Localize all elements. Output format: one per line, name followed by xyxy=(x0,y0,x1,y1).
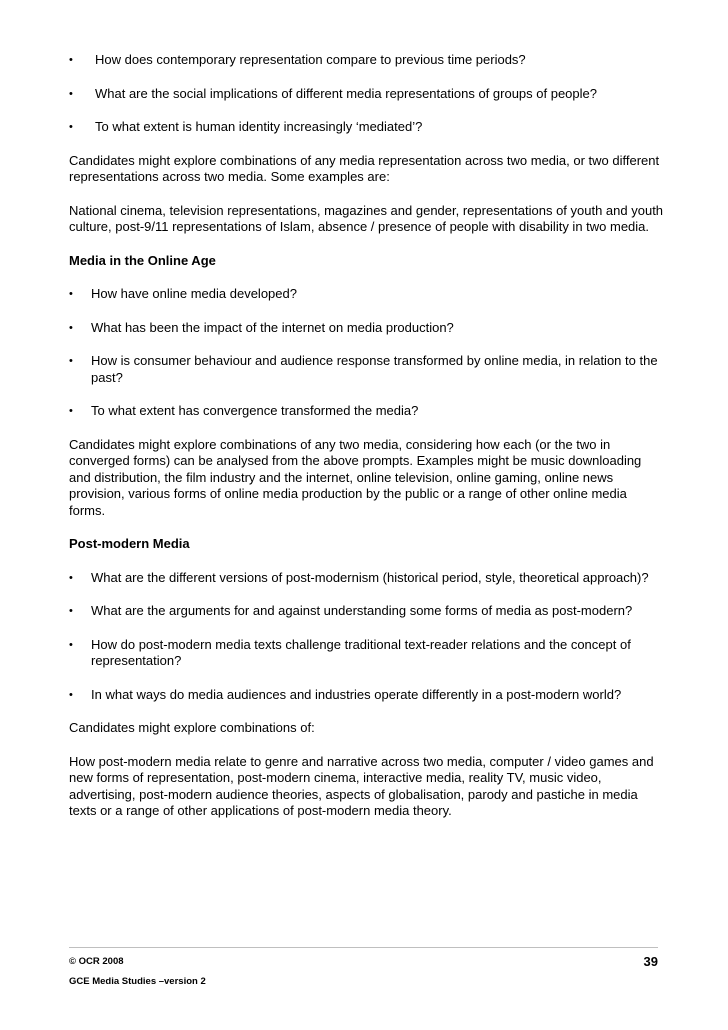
bullet-glyph: • xyxy=(69,638,73,651)
section-heading: Post-modern Media xyxy=(69,536,190,551)
list-item xyxy=(69,52,665,69)
list-item xyxy=(69,320,665,337)
bullet-text: How does contemporary representation compare to previous time periods? xyxy=(95,52,526,67)
list-item xyxy=(69,603,665,620)
bullet-text: How have online media developed? xyxy=(91,286,297,301)
bullet-text: What are the arguments for and against understanding some forms of media as post-modern? xyxy=(91,603,633,618)
list-item xyxy=(69,637,665,670)
bullet-text: What has been the impact of the internet on media production? xyxy=(91,319,454,335)
list-item xyxy=(69,570,665,587)
list-item xyxy=(69,119,665,136)
bullet-glyph: • xyxy=(69,321,73,334)
footer-copyright: © OCR 2008 xyxy=(69,956,124,967)
bullet-text: In what ways do media audiences and industries operate differently in a post-modern world? xyxy=(91,686,622,702)
bullet-text: How do post-modern media texts challenge traditional text-reader relations and the concept of representation? xyxy=(91,636,631,668)
page-content xyxy=(69,52,665,837)
paragraph: National cinema, television representations, magazines and gender, representations of youth and youth culture, post-9/11 representations of Islam, absence / presence of people with disability in two media. xyxy=(69,202,664,234)
list-item xyxy=(69,403,665,420)
paragraph: Candidates might explore combinations of: xyxy=(69,720,315,735)
bullet-glyph: • xyxy=(69,688,73,701)
bullet-glyph: • xyxy=(69,54,73,66)
page-footer xyxy=(69,947,658,987)
page-number: 39 xyxy=(643,954,658,969)
bullet-glyph: • xyxy=(69,288,73,300)
list-item xyxy=(69,286,665,303)
bullet-text: To what extent has convergence transformed the media? xyxy=(91,403,419,418)
footer-doc-title: GCE Media Studies –version 2 xyxy=(69,976,206,987)
list-item xyxy=(69,687,665,704)
bullet-glyph: • xyxy=(69,355,73,367)
bullet-text: What are the social implications of different media representations of groups of people? xyxy=(95,85,597,101)
bullet-text: How is consumer behaviour and audience response transformed by online media, in relation to the past? xyxy=(91,353,658,385)
bullet-glyph: • xyxy=(69,605,73,617)
bullet-glyph: • xyxy=(69,405,73,417)
paragraph: Candidates might explore combinations of any two media, considering how each (or the two in converged forms) can be analysed from the above prompts. Examples might be music downloading and distribution, the film industry and the internet, online television, online gaming, online news provision, various forms of online media production by the public or a range of other online media forms. xyxy=(69,436,642,518)
bullet-glyph: • xyxy=(69,121,73,133)
bullet-glyph: • xyxy=(69,87,73,100)
paragraph: Candidates might explore combinations of any media representation across two media, or two different representations across two media. Some examples are: xyxy=(69,152,660,184)
bullet-glyph: • xyxy=(69,571,73,584)
bullet-text: What are the different versions of post-modernism (historical period, style, theoretical approach)? xyxy=(91,569,649,585)
bullet-text: To what extent is human identity increasingly ‘mediated’? xyxy=(95,119,423,134)
list-item xyxy=(69,86,665,103)
paragraph: How post-modern media relate to genre and narrative across two media, computer / video games and new forms of representation, post-modern cinema, interactive media, reality TV, music video, advertising, post-modern audience theories, aspects of globalisation, parody and pastiche in media texts or a range of other applications of post-modern media theory. xyxy=(69,753,654,818)
list-item xyxy=(69,353,665,386)
section-heading: Media in the Online Age xyxy=(69,252,216,268)
